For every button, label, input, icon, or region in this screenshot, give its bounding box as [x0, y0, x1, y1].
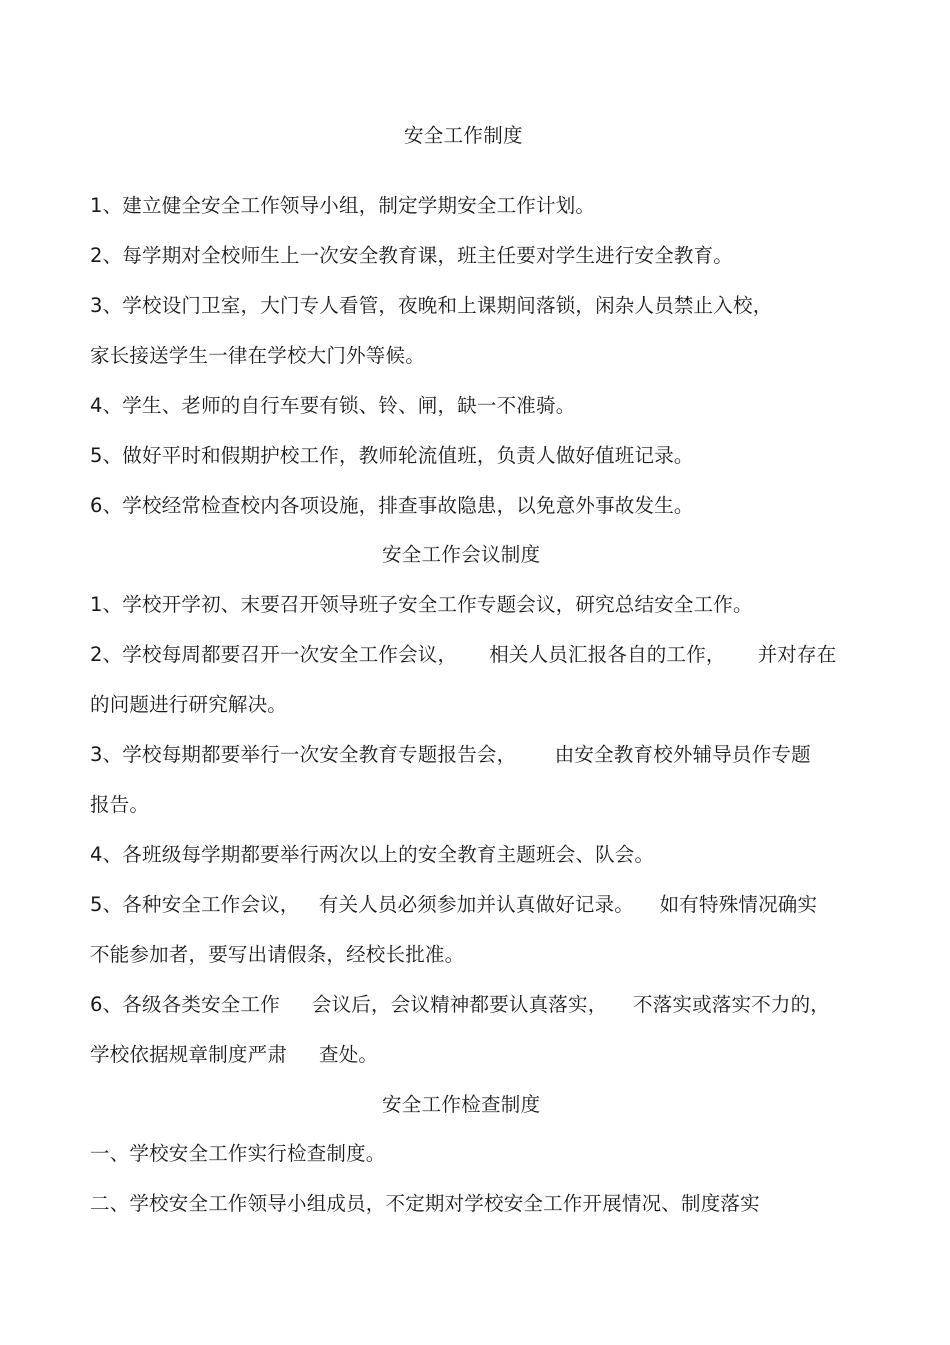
paragraph-line: 报告。 — [90, 793, 150, 816]
paragraph-line: 6、各级各类安全工作 会议后，会议精神都要认真落实， 不落实或落实不力的， — [90, 993, 830, 1016]
section-title-inspection-system: 安全工作检查制度 — [382, 1093, 541, 1116]
paragraph-line: 5、做好平时和假期护校工作，教师轮流值班，负责人做好值班记录。 — [90, 444, 694, 467]
paragraph-line: 6、学校经常检查校内各项设施，排查事故隐患，以免意外事故发生。 — [90, 494, 694, 517]
paragraph-line: 4、学生、老师的自行车要有锁、铃、闸，缺一不准骑。 — [90, 394, 576, 417]
paragraph-line: 3、学校设门卫室，大门专人看管，夜晚和上课期间落锁，闲杂人员禁止入校， — [90, 294, 773, 317]
paragraph-line: 二、学校安全工作领导小组成员，不定期对学校安全工作开展情况、制度落实 — [90, 1192, 760, 1215]
paragraph-line: 4、各班级每学期都要举行两次以上的安全教育主题班会、队会。 — [90, 843, 655, 866]
paragraph-line: 一、学校安全工作实行检查制度。 — [90, 1142, 386, 1165]
paragraph-line: 1、建立健全安全工作领导小组，制定学期安全工作计划。 — [90, 194, 596, 217]
paragraph-line: 5、各种安全工作会议， 有关人员必须参加并认真做好记录。 如有特殊情况确实 — [90, 893, 818, 916]
paragraph-line: 学校依据规章制度严肃 查处。 — [90, 1043, 379, 1066]
section-title-safety-system: 安全工作制度 — [404, 124, 523, 147]
paragraph-line: 1、学校开学初、末要召开领导班子安全工作专题会议，研究总结安全工作。 — [90, 593, 753, 616]
paragraph-line: 3、学校每期都要举行一次安全教育专题报告会， 由安全教育校外辅导员作专题 — [90, 743, 811, 766]
paragraph-line: 家长接送学生一律在学校大门外等候。 — [90, 344, 425, 367]
paragraph-line: 的问题进行研究解决。 — [90, 693, 288, 716]
paragraph-line: 2、学校每周都要召开一次安全工作会议， 相关人员汇报各自的工作， 并对存在 — [90, 643, 837, 666]
paragraph-line: 2、每学期对全校师生上一次安全教育课，班主任要对学生进行安全教育。 — [90, 244, 734, 267]
section-title-meeting-system: 安全工作会议制度 — [382, 543, 541, 566]
paragraph-line: 不能参加者，要写出请假条，经校长批准。 — [90, 943, 465, 966]
